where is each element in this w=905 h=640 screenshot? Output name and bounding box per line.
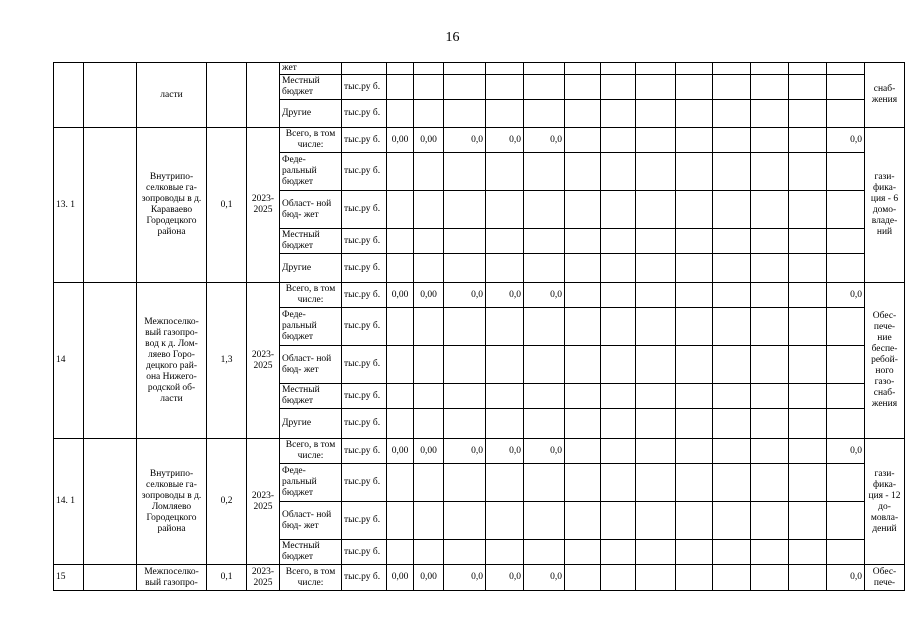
amount-cell: 0,0 [524, 128, 565, 153]
unit-label: тыс.ру б. [342, 565, 387, 591]
unit-label: тыс.ру б. [342, 191, 387, 229]
source-label: Всего, в том числе: [280, 128, 342, 153]
amount-cell: 0,00 [387, 283, 414, 308]
source-label: Феде- ральный бюджет [280, 308, 342, 346]
project-name: Межпоселко- вый газопро- [137, 565, 207, 591]
period-value: 2023- 2025 [247, 283, 280, 439]
amount-cell: 0,00 [414, 439, 444, 464]
unit-label: тыс.ру б. [342, 384, 387, 409]
result-text: гази- фика- ция - 12 до- мовла- дений [865, 439, 905, 565]
unit-label: тыс.ру б. [342, 229, 387, 254]
source-label: Феде- ральный бюджет [280, 464, 342, 502]
amount-cell: 0,0 [827, 283, 865, 308]
result-text: Обес- пече- ние беспе- ребой- ного газо- снаб- жения [865, 283, 905, 439]
amount-cell: 0,0 [524, 439, 565, 464]
amount-cell: 0,0 [486, 565, 524, 591]
table-row [54, 565, 905, 591]
row-number: 13. 1 [54, 128, 84, 283]
source-label: Другие [280, 254, 342, 283]
source-label: Област- ной бюд- жет [280, 346, 342, 384]
unit-label: тыс.ру б. [342, 346, 387, 384]
source-label: Другие [280, 409, 342, 439]
source-label: Област- ной бюд- жет [280, 191, 342, 229]
result-text: гази- фика- ция - 6 домо- владе- ний [865, 128, 905, 283]
unit-label: тыс.ру б. [342, 409, 387, 439]
unit-label: тыс.ру б. [342, 283, 387, 308]
amount-cell: 0,0 [444, 439, 486, 464]
period-value: 2023- 2025 [247, 565, 280, 591]
row-number: 14. 1 [54, 439, 84, 565]
table-row [54, 63, 905, 75]
amount-cell: 0,0 [524, 565, 565, 591]
unit-label: тыс.ру б. [342, 502, 387, 540]
amount-cell: 0,0 [827, 439, 865, 464]
length-value: 0,1 [207, 565, 247, 591]
table-row [54, 439, 905, 464]
amount-cell: 0,00 [387, 128, 414, 153]
period-value: 2023- 2025 [247, 128, 280, 283]
result-text: снаб- жения [865, 63, 905, 128]
source-label: Местный бюджет [280, 540, 342, 565]
source-label: Феде- ральный бюджет [280, 153, 342, 191]
amount-cell: 0,00 [414, 128, 444, 153]
source-label: жет [280, 63, 342, 75]
amount-cell: 0,0 [444, 565, 486, 591]
budget-table [53, 62, 905, 591]
unit-label: тыс.ру б. [342, 308, 387, 346]
length-value: 1,3 [207, 283, 247, 439]
unit-label: тыс.ру б. [342, 100, 387, 128]
amount-cell: 0,00 [414, 283, 444, 308]
source-label: Всего, в том числе: [280, 565, 342, 591]
amount-cell: 0,0 [486, 283, 524, 308]
amount-cell: 0,0 [444, 128, 486, 153]
project-name: Внутрипо- селковые га- зопроводы в д. Ломляево Городецкого района [137, 439, 207, 565]
unit-label: тыс.ру б. [342, 439, 387, 464]
amount-cell: 0,0 [524, 283, 565, 308]
amount-cell: 0,0 [486, 439, 524, 464]
amount-cell: 0,0 [827, 565, 865, 591]
amount-cell: 0,0 [827, 128, 865, 153]
table-row [54, 283, 905, 308]
project-name: Внутрипо- селковые га- зопроводы в д. Караваево Городецкого района [137, 128, 207, 283]
source-label: Всего, в том числе: [280, 439, 342, 464]
period-value: 2023- 2025 [247, 439, 280, 565]
project-name: Межпоселко- вый газопро- вод к д. Лом- ляево Горо- децкого рай- она Нижего- родской об- ласти [137, 283, 207, 439]
project-name: ласти [137, 63, 207, 128]
unit-label: тыс.ру б. [342, 254, 387, 283]
source-label: Местный бюджет [280, 229, 342, 254]
source-label: Местный бюджет [280, 384, 342, 409]
unit-label: тыс.ру б. [342, 128, 387, 153]
source-label: Другие [280, 100, 342, 128]
source-label: Местный бюджет [280, 75, 342, 100]
unit-label: тыс.ру б. [342, 464, 387, 502]
amount-cell: 0,00 [387, 439, 414, 464]
length-value: 0,2 [207, 439, 247, 565]
amount-cell: 0,0 [486, 128, 524, 153]
source-label: Област- ной бюд- жет [280, 502, 342, 540]
row-number: 15 [54, 565, 84, 591]
source-label: Всего, в том числе: [280, 283, 342, 308]
length-value: 0,1 [207, 128, 247, 283]
table-row [54, 128, 905, 153]
unit-label: тыс.ру б. [342, 540, 387, 565]
result-text: Обес- пече- [865, 565, 905, 591]
row-number: 14 [54, 283, 84, 439]
unit-label: тыс.ру б. [342, 153, 387, 191]
page-number: 16 [445, 30, 460, 45]
amount-cell: 0,00 [387, 565, 414, 591]
amount-cell: 0,0 [444, 283, 486, 308]
amount-cell: 0,00 [414, 565, 444, 591]
unit-label: тыс.ру б. [342, 75, 387, 100]
